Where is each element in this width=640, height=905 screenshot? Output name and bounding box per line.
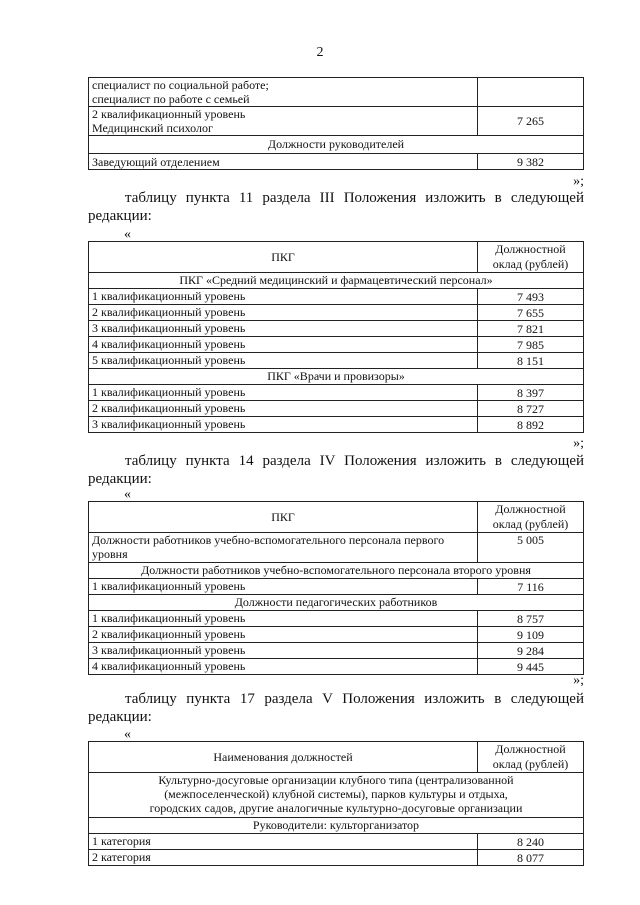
- table-cell-label: Должности работников учебно-вспомогательного персонала первого уровня: [89, 533, 478, 563]
- table-cell-value: 7 116: [478, 579, 584, 595]
- salary-table-medical: [88, 241, 584, 433]
- group-heading: ПКГ «Врачи и провизоры»: [89, 369, 584, 385]
- table-group-row: [89, 563, 584, 579]
- table-group-row: [89, 369, 584, 385]
- table-cell-value: 7 985: [478, 337, 584, 353]
- table-row: [89, 643, 584, 659]
- table-cell-label: 1 квалификационный уровень: [89, 611, 478, 627]
- table-row: [89, 611, 584, 627]
- table-cell-label: 3 квалификационный уровень: [89, 321, 478, 337]
- table-cell-value: 5 005: [478, 533, 584, 563]
- header-cell-positions: Наименования должностей: [89, 742, 478, 773]
- table-cell-value: 9 284: [478, 643, 584, 659]
- table-row: [89, 107, 584, 136]
- table-cell-value: 7 493: [478, 289, 584, 305]
- table-cell-value: 7 821: [478, 321, 584, 337]
- table-row: [89, 850, 584, 866]
- table-row: [89, 385, 584, 401]
- section-heading: Должности руководителей: [89, 136, 584, 154]
- table-cell-label: 4 квалификационный уровень: [89, 659, 478, 675]
- closing-quote: »;: [573, 174, 584, 189]
- header-cell-salary: Должностной оклад (рублей): [478, 742, 584, 773]
- table-section-row: [89, 136, 584, 154]
- table-cell-value: 8 397: [478, 385, 584, 401]
- table-cell-label: 1 категория: [89, 834, 478, 850]
- table-cell-label: 3 квалификационный уровень: [89, 417, 478, 433]
- group-heading: ПКГ «Средний медицинский и фармацевтический персонал»: [89, 273, 584, 289]
- header-cell-pkg: ПКГ: [89, 242, 478, 273]
- table-group-row: [89, 773, 584, 818]
- table-row: [89, 417, 584, 433]
- table-row: [89, 401, 584, 417]
- table-row: [89, 337, 584, 353]
- opening-quote: «: [124, 487, 131, 502]
- table-row: [89, 154, 584, 170]
- table-header-row: [89, 742, 584, 773]
- paragraph: таблицу пункта 11 раздела III Положения изложить в следующей редакции:: [88, 190, 584, 224]
- table-row: [89, 579, 584, 595]
- table-row: [89, 78, 584, 107]
- table-continuation: [88, 77, 584, 170]
- table-cell-label: 5 квалификационный уровень: [89, 353, 478, 369]
- table-cell-value: 7 655: [478, 305, 584, 321]
- table-cell-value: 7 265: [478, 107, 584, 136]
- opening-quote: «: [124, 727, 131, 742]
- paragraph: таблицу пункта 14 раздела IV Положения изложить в следующей редакции:: [88, 453, 584, 487]
- table-row: [89, 659, 584, 675]
- table-header-row: [89, 242, 584, 273]
- table-cell-value: [478, 78, 584, 107]
- table-cell-value: 8 077: [478, 850, 584, 866]
- table-cell-label: 4 квалификационный уровень: [89, 337, 478, 353]
- header-cell-salary: Должностной оклад (рублей): [478, 502, 584, 533]
- closing-quote: »;: [573, 673, 584, 688]
- table-row: [89, 627, 584, 643]
- salary-table-education: [88, 501, 584, 675]
- closing-quote: »;: [573, 436, 584, 451]
- table-cell-value: 8 727: [478, 401, 584, 417]
- table-row: [89, 305, 584, 321]
- group-heading: Должности работников учебно-вспомогательного персонала второго уровня: [89, 563, 584, 579]
- table-row: [89, 321, 584, 337]
- table-row: [89, 533, 584, 563]
- table-cell-value: 8 757: [478, 611, 584, 627]
- table-cell-label: 1 квалификационный уровень: [89, 579, 478, 595]
- table-cell-value: 8 892: [478, 417, 584, 433]
- table-cell-value: 8 240: [478, 834, 584, 850]
- table-cell-label: специалист по социальной работе; специалист по работе с семьей: [89, 78, 478, 107]
- table-row: [89, 289, 584, 305]
- group-heading: Культурно-досуговые организации клубного типа (централизованной (межпоселенческой) клубной системы), парков культуры и отдыха, городских садов, другие аналогичные культурно-досуговые организации: [89, 773, 584, 818]
- table-cell-label: 2 квалификационный уровень: [89, 401, 478, 417]
- opening-quote: «: [124, 227, 131, 242]
- table-group-row: [89, 818, 584, 834]
- table-cell-label: Заведующий отделением: [89, 154, 478, 170]
- table-cell-value: 9 109: [478, 627, 584, 643]
- group-heading: Должности педагогических работников: [89, 595, 584, 611]
- page-number: 2: [316, 45, 324, 60]
- table-group-row: [89, 595, 584, 611]
- table-cell-value: 8 151: [478, 353, 584, 369]
- paragraph: таблицу пункта 17 раздела V Положения изложить в следующей редакции:: [88, 691, 584, 725]
- table-cell-value: 9 445: [478, 659, 584, 675]
- salary-table-culture: [88, 741, 584, 866]
- table-group-row: [89, 273, 584, 289]
- table-cell-label: 2 квалификационный уровень: [89, 305, 478, 321]
- table-cell-label: 2 квалификационный уровень: [89, 627, 478, 643]
- table-cell-label: 3 квалификационный уровень: [89, 643, 478, 659]
- table-cell-value: 9 382: [478, 154, 584, 170]
- table-header-row: [89, 502, 584, 533]
- table-cell-label: 1 квалификационный уровень: [89, 385, 478, 401]
- table-row: [89, 834, 584, 850]
- subgroup-heading: Руководители: культорганизатор: [89, 818, 584, 834]
- table-cell-label: 2 квалификационный уровень Медицинский психолог: [89, 107, 478, 136]
- header-cell-salary: Должностной оклад (рублей): [478, 242, 584, 273]
- table-cell-label: 2 категория: [89, 850, 478, 866]
- table-cell-label: 1 квалификационный уровень: [89, 289, 478, 305]
- header-cell-pkg: ПКГ: [89, 502, 478, 533]
- table-row: [89, 353, 584, 369]
